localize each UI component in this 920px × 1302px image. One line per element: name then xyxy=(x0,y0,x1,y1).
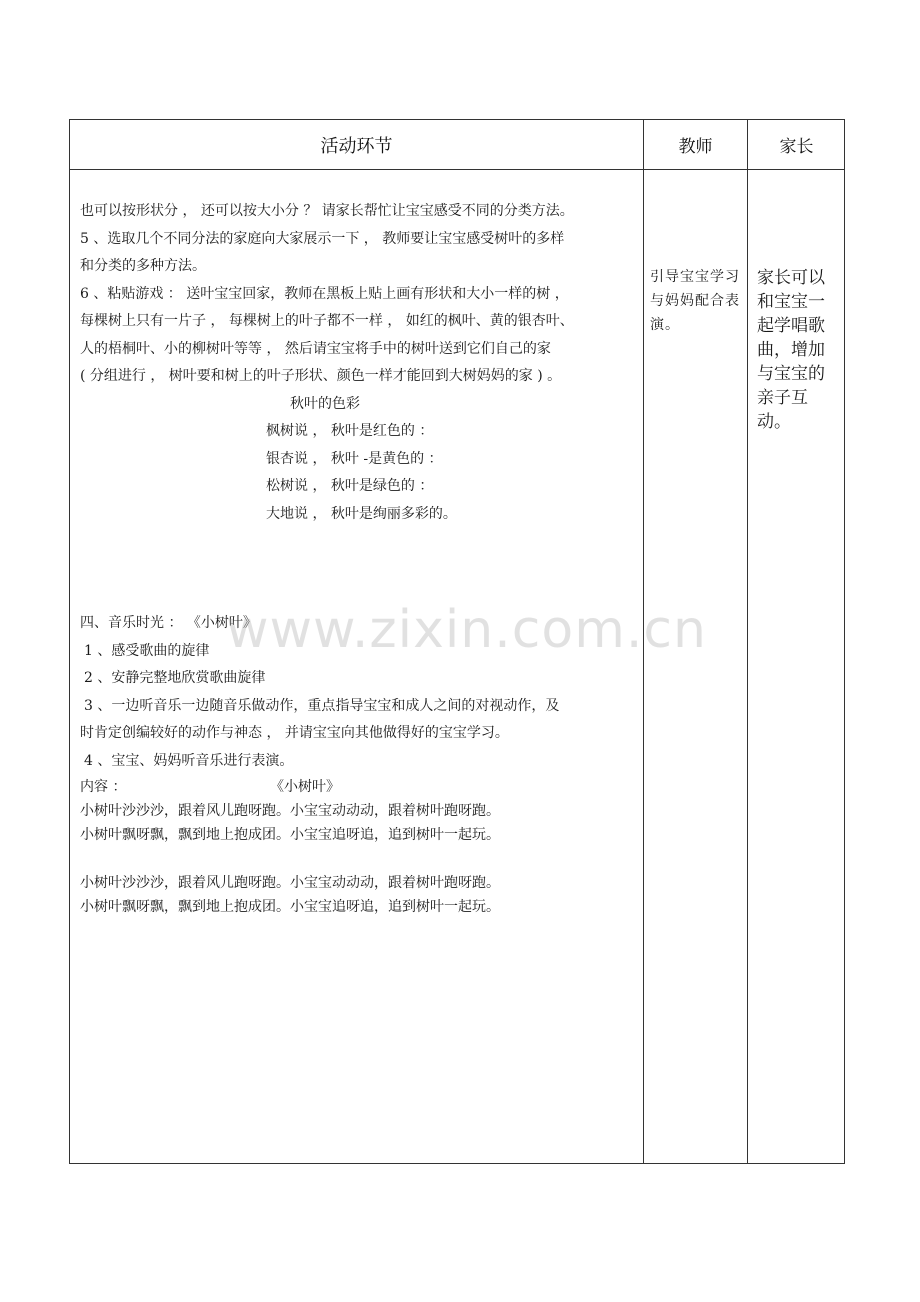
header-activity: 活动环节 xyxy=(320,135,393,157)
music-item: 2 、安静完整地欣赏歌曲旋律 xyxy=(84,670,266,686)
activity-content xyxy=(80,198,640,919)
poem-line: 松树说 ， 秋叶是绿色的 ： xyxy=(266,478,434,494)
music-item: 1 、感受歌曲的旋律 xyxy=(84,642,210,659)
text-line: 6 、粘贴游戏 ： 送叶宝宝回家，教师在黑板上贴上画有形状和大小一样的树 ， xyxy=(80,285,569,302)
lyric-line: 小树叶飘呀飘，飘到地上抱成团。小宝宝追呀追，追到树叶一起玩。 xyxy=(80,899,500,915)
text-line: 和分类的多种方法。 xyxy=(80,258,206,274)
lyric-line: 小树叶沙沙沙，跟着风儿跑呀跑。小宝宝动动动，跟着树叶跑呀跑。 xyxy=(80,803,500,819)
watermark: www.zixin.com.cn xyxy=(226,600,707,660)
activity-table xyxy=(69,119,845,1164)
text-line: 人的梧桐叶、小的柳树叶等等 ， 然后请宝宝将手中的树叶送到它们自己的家 xyxy=(80,340,551,357)
text-line: 也可以按形状分 ， 还可以按大小分 ？ 请家长帮忙让宝宝感受不同的分类方法。 xyxy=(80,203,574,219)
text-line: ( 分组进行 ， 树叶要和树上的叶子形状、颜色一样才能回到大树妈妈的家 ) 。 xyxy=(80,368,562,384)
content-label: 内容 ： xyxy=(80,779,127,795)
header-teacher: 教师 xyxy=(678,137,713,157)
poem-line: 大地说 ， 秋叶是绚丽多彩的。 xyxy=(266,505,457,522)
parent-note: 家长可以和宝宝一起学唱歌曲，增加与宝宝的亲子互动。 xyxy=(757,268,825,432)
music-title: 四、音乐时光 ： 《小树叶》 xyxy=(80,615,257,631)
music-item: 3 、一边听音乐一边随音乐做动作，重点指导宝宝和成人之间的对视动作，及 xyxy=(84,697,560,714)
lyric-line: 小树叶飘呀飘，飘到地上抱成团。小宝宝追呀追，追到树叶一起玩。 xyxy=(80,827,500,843)
text-line: 每棵树上只有一片子 ， 每棵树上的叶子都不一样 ， 如红的枫叶、黄的银杏叶、 xyxy=(80,313,574,329)
music-item: 时肯定创编较好的动作与神态 ， 并请宝宝向其他做得好的宝宝学习。 xyxy=(80,725,509,741)
poem-title: 秋叶的色彩 xyxy=(290,395,360,412)
column-divider xyxy=(643,120,644,1163)
teacher-note: 引导宝宝学习与妈妈配合表演。 xyxy=(650,269,740,333)
text-line: 5 、选取几个不同分法的家庭向大家展示一下 ， 教师要让宝宝感受树叶的多样 xyxy=(80,230,565,247)
poem-line: 银杏说 ， 秋叶 -是黄色的 ： xyxy=(266,450,443,467)
song-title: 《小树叶》 xyxy=(270,779,340,795)
header-divider xyxy=(70,169,844,170)
column-divider xyxy=(747,120,748,1163)
poem-line: 枫树说 ， 秋叶是红色的 ： xyxy=(266,423,434,439)
spacer xyxy=(80,528,640,610)
lyric-line: 小树叶沙沙沙，跟着风儿跑呀跑。小宝宝动动动，跟着树叶跑呀跑。 xyxy=(80,875,500,891)
song-header xyxy=(80,775,640,799)
header-parent: 家长 xyxy=(779,137,814,157)
spacer xyxy=(80,847,640,871)
music-item: 4 、宝宝、妈妈听音乐进行表演。 xyxy=(84,752,294,769)
